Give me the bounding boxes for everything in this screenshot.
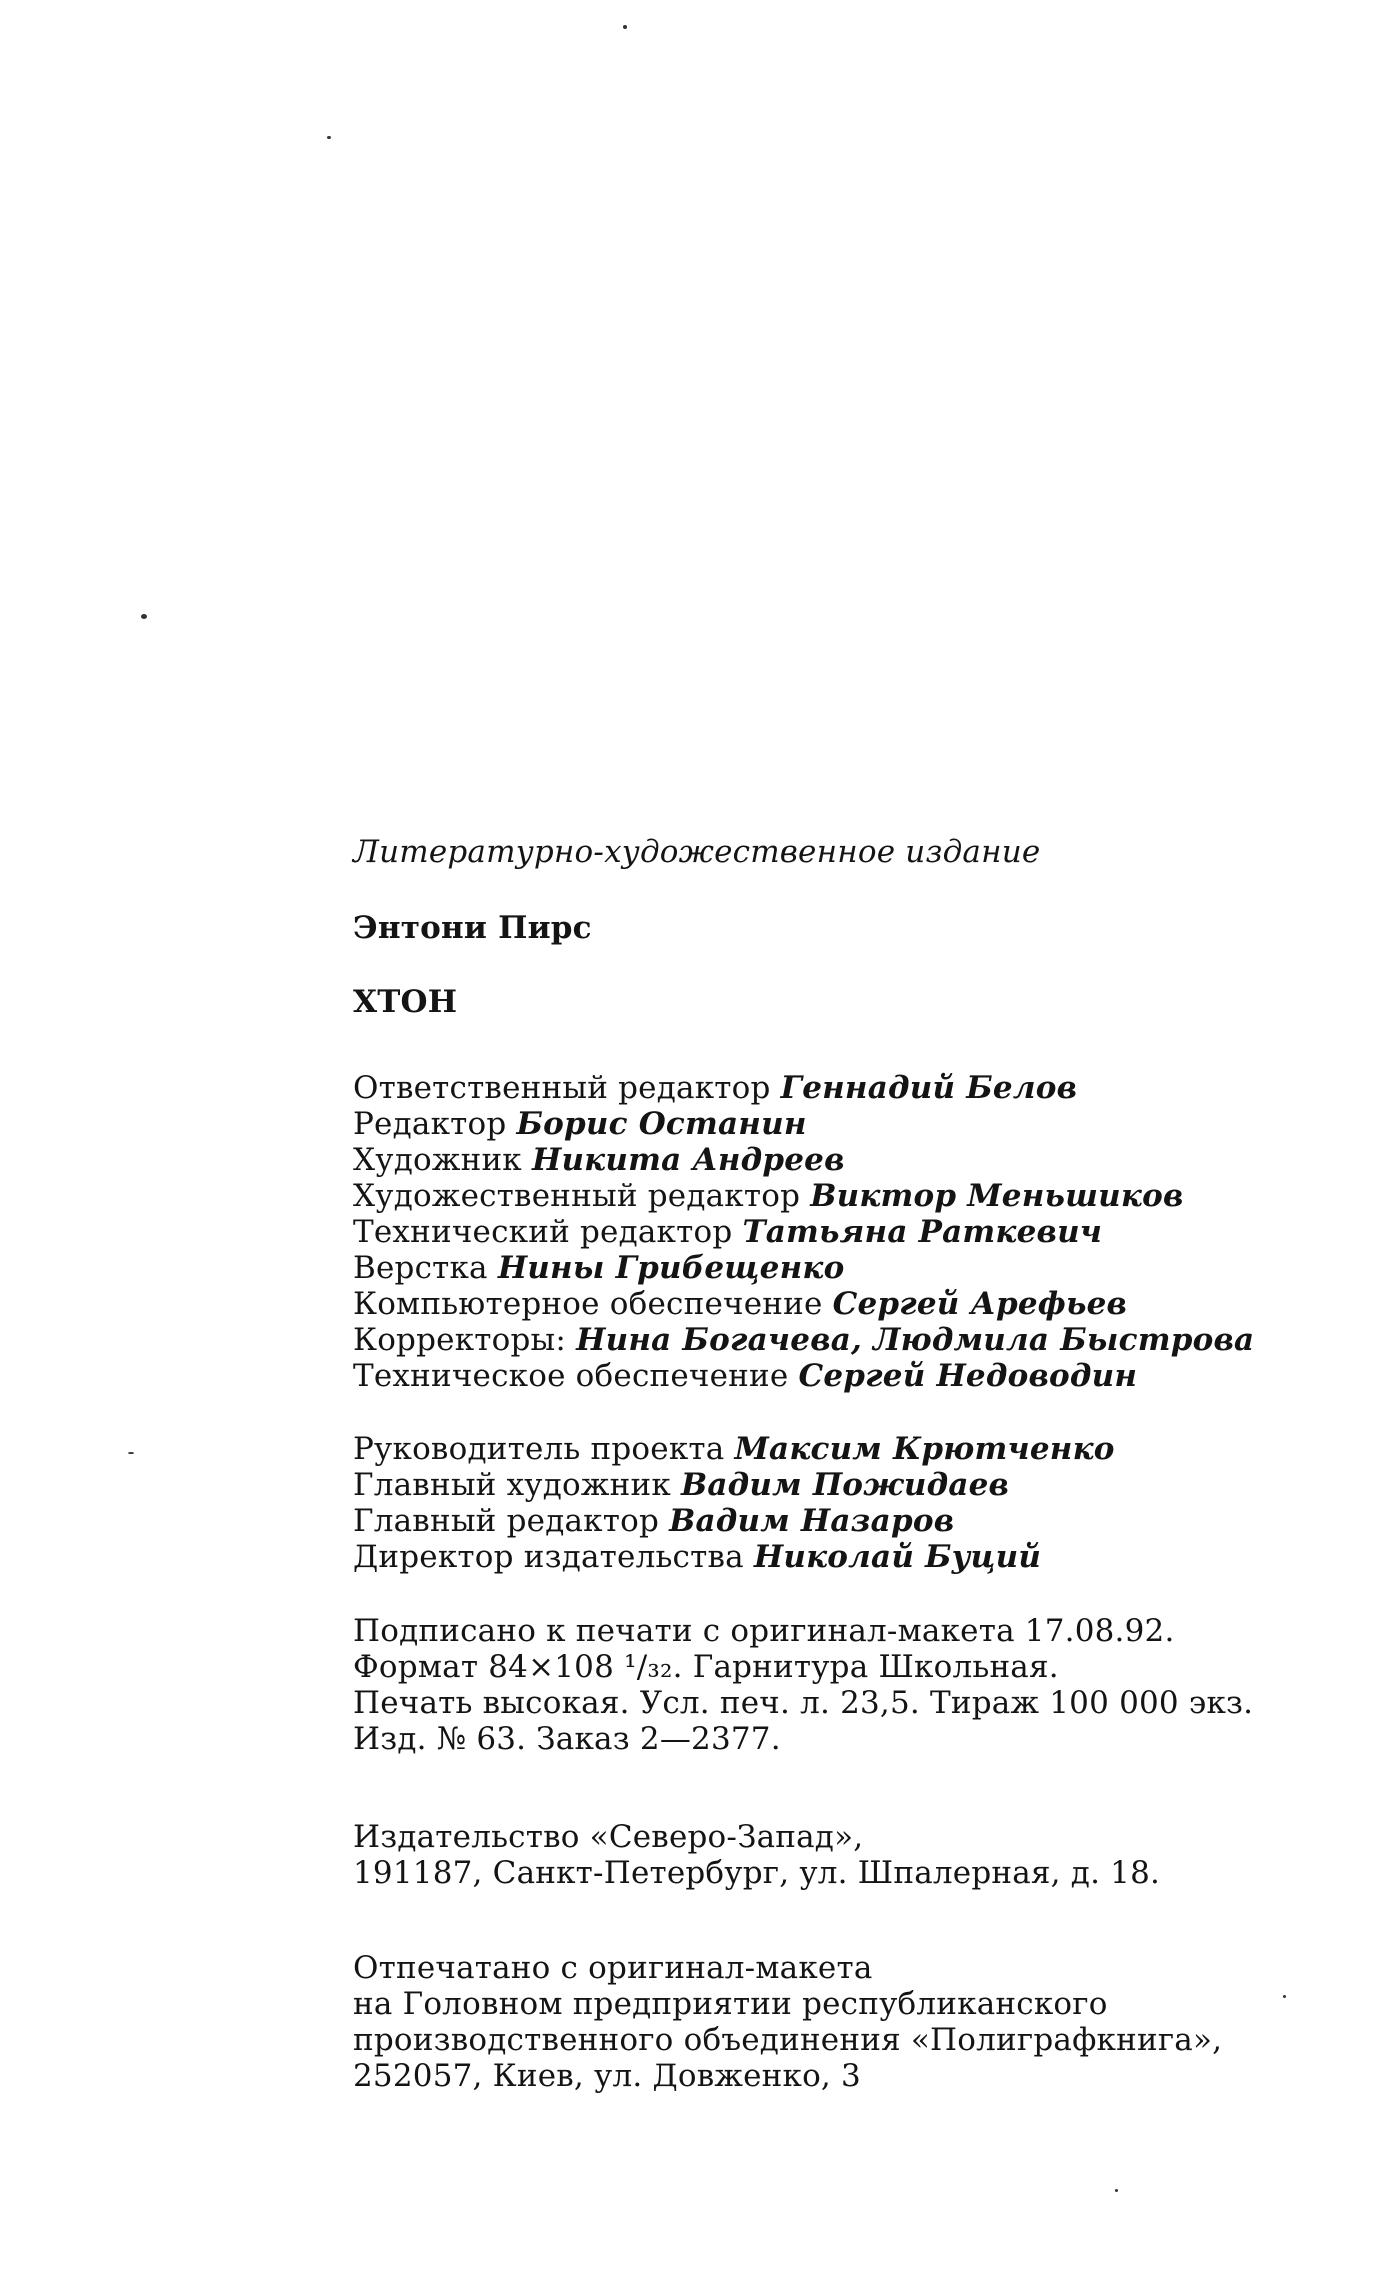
spec-line: Изд. № 63. Заказ 2—2377. (353, 1721, 781, 1757)
publisher-line: 191187, Санкт-Петербург, ул. Шпалерная, д. 18. (353, 1855, 1161, 1891)
credit-line: Корректоры: Нина Богачева, Людмила Быстрова (353, 1322, 1255, 1358)
spec-line: Печать высокая. Усл. печ. л. 23,5. Тираж 100 000 экз. (353, 1685, 1254, 1721)
credit-line: Главный художник Вадим Пожидаев (353, 1467, 1010, 1503)
printer-line: 252057, Киев, ул. Довженко, 3 (353, 2058, 861, 2094)
credit-line: Художник Никита Андреев (353, 1142, 845, 1178)
printer-line: на Головном предприятии республиканского (353, 1986, 1108, 2022)
credit-line: Главный редактор Вадим Назаров (353, 1503, 955, 1539)
print-specs (353, 1613, 1353, 1757)
imprint-block (353, 834, 1353, 2094)
scan-speck (141, 614, 147, 619)
scan-speck (128, 1452, 134, 1454)
credit-line: Директор издательства Николай Буций (353, 1539, 1042, 1575)
credit-line: Редактор Борис Останин (353, 1106, 807, 1142)
credit-line: Верстка Нины Грибещенко (353, 1250, 845, 1286)
printer-info (353, 1950, 1353, 2094)
credit-line: Техническое обеспечение Сергей Недоводин (353, 1358, 1138, 1394)
book-title: ХТОН (353, 984, 458, 1020)
credit-line: Ответственный редактор Геннадий Белов (353, 1070, 1078, 1106)
scan-speck (327, 136, 331, 139)
spec-line: Формат 84×108 ¹/₃₂. Гарнитура Школьная. (353, 1649, 1059, 1685)
edition-type: Литературно-художественное издание (353, 834, 1041, 870)
scan-speck (1115, 2189, 1118, 2192)
publisher-line: Издательство «Северо-Запад», (353, 1819, 864, 1855)
credit-line: Художественный редактор Виктор Меньшиков (353, 1178, 1184, 1214)
author-name: Энтони Пирс (353, 910, 592, 946)
credit-line: Компьютерное обеспечение Сергей Арефьев (353, 1286, 1128, 1322)
printer-line: производственного объединения «Полиграфкнига», (353, 2022, 1223, 2058)
credits-main (353, 1070, 1353, 1394)
credits-management (353, 1431, 1353, 1575)
scan-speck (623, 25, 627, 29)
printer-line: Отпечатано с оригинал-макета (353, 1950, 873, 1986)
spec-line: Подписано к печати с оригинал-макета 17.08.92. (353, 1613, 1175, 1649)
credit-line: Технический редактор Татьяна Раткевич (353, 1214, 1103, 1250)
publisher-info (353, 1819, 1353, 1891)
credit-line: Руководитель проекта Максим Крютченко (353, 1431, 1115, 1467)
